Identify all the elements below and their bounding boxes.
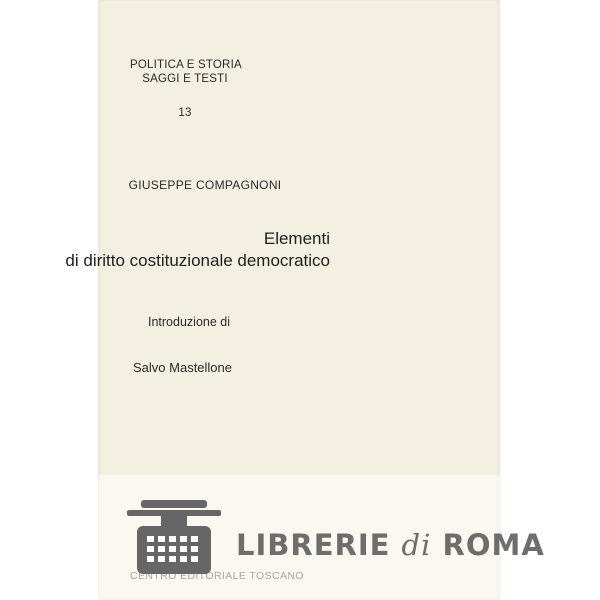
watermark-text bbox=[236, 528, 545, 562]
watermark-text-di: di bbox=[401, 528, 432, 562]
watermark-text-a: LIBRERIE bbox=[236, 528, 402, 562]
series-number: 13 bbox=[178, 107, 192, 119]
series-subtitle: SAGGI E TESTI bbox=[142, 73, 228, 85]
book-title-line1: Elementi bbox=[263, 229, 330, 248]
series-block bbox=[130, 58, 240, 120]
editor-name: Salvo Mastellone bbox=[133, 360, 232, 375]
watermark-text-b: ROMA bbox=[431, 528, 545, 562]
series-title: POLITICA E STORIA bbox=[130, 59, 242, 71]
author-name: GIUSEPPE COMPAGNONI bbox=[128, 178, 282, 192]
typewriter-icon bbox=[125, 496, 223, 578]
book-title bbox=[28, 228, 330, 272]
book-title-line2: di diritto costituzionale democratico bbox=[65, 251, 330, 270]
introduction-label: Introduzione di bbox=[148, 315, 231, 329]
